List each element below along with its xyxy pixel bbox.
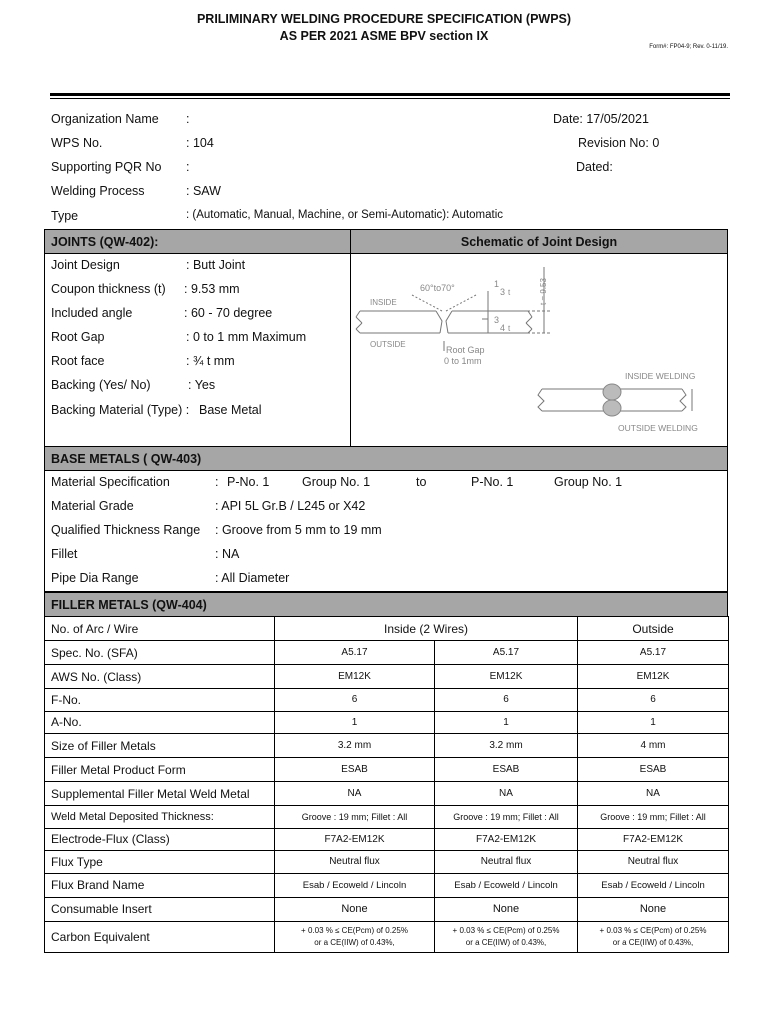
joint-value: : 0 to 1 mm Maximum [186, 330, 307, 344]
cell-outside: ESAB [578, 758, 729, 782]
table-row [45, 711, 729, 734]
qtr-den: 4 [500, 323, 506, 333]
row-label: Flux Type [45, 851, 275, 874]
date-text: Date: 17/05/2021 [553, 112, 649, 126]
table-row [45, 689, 729, 712]
pqr-value: : [186, 160, 190, 174]
third-num: 1 [494, 279, 500, 289]
base-metal-label: Fillet [51, 547, 78, 561]
arc-label: No. of Arc / Wire [45, 617, 275, 641]
row-label: Supplemental Filler Metal Weld Metal [45, 782, 275, 806]
joint-value: : 9.53 mm [184, 282, 240, 296]
process-value: : SAW [186, 184, 221, 198]
form-number: Form#: FP04-9; Rev. 0-11/19. [649, 44, 728, 50]
spec-to: to [416, 475, 427, 489]
spec-label: Material Specification [51, 475, 170, 489]
cell-inside-1: Groove : 19 mm; Fillet : All [275, 806, 435, 829]
cell-inside-2: 3.2 mm [435, 734, 578, 758]
header-rule [50, 93, 730, 96]
base-metals-heading: BASE METALS ( QW-403) [44, 446, 728, 471]
row-label: Electrode-Flux (Class) [45, 828, 275, 851]
filler-metals-heading: FILLER METALS (QW-404) [44, 592, 728, 617]
base-metal-label: Qualified Thickness Range [51, 523, 201, 537]
butt-joint-drawing [356, 267, 552, 351]
spec-colon: : [215, 475, 219, 489]
row-label: Flux Brand Name [45, 873, 275, 897]
cell-outside: Esab / Ecoweld / Lincoln [578, 873, 729, 897]
root-gap-label: Root Gap [446, 345, 485, 355]
joint-value: : ¾ t mm [186, 354, 235, 368]
joint-value: : Yes [188, 378, 216, 392]
cell-inside-2: NA [435, 782, 578, 806]
cell-inside-1: 3.2 mm [275, 734, 435, 758]
joints-heading: JOINTS (QW-402): [44, 229, 351, 254]
document-subtitle: AS PER 2021 ASME BPV section IX [279, 29, 489, 43]
cell-outside: A5.17 [578, 641, 729, 665]
spec-pno-2: P-No. 1 [471, 475, 514, 489]
third-t: t [508, 288, 511, 297]
spec-pno-1: P-No. 1 [227, 475, 270, 489]
cell-outside: Neutral flux [578, 851, 729, 874]
ce-label: Carbon Equivalent [45, 921, 275, 952]
joint-value: : 60 - 70 degree [184, 306, 273, 320]
qtr-num: 3 [494, 315, 500, 325]
table-row [45, 665, 729, 689]
base-metal-label: Material Grade [51, 499, 134, 513]
ce-line-1: + 0.03 % ≤ CE(Pcm) of 0.25% [301, 925, 408, 935]
header-rule-thin [50, 98, 730, 99]
row-label: AWS No. (Class) [45, 665, 275, 689]
cell-outside: F7A2-EM12K [578, 828, 729, 851]
cell-outside: 6 [578, 689, 729, 712]
process-label: Welding Process [51, 184, 145, 198]
table-row [45, 758, 729, 782]
cell-inside-1: A5.17 [275, 641, 435, 665]
joint-label: Backing Material (Type) : [51, 403, 190, 417]
cell-inside-2: A5.17 [435, 641, 578, 665]
ce-line-1: + 0.03 % ≤ CE(Pcm) of 0.25% [452, 925, 560, 935]
table-row [45, 734, 729, 758]
row-label: Filler Metal Product Form [45, 758, 275, 782]
cell-outside: EM12K [578, 665, 729, 689]
cell-outside: Groove : 19 mm; Fillet : All [578, 806, 729, 829]
base-metal-value: : All Diameter [215, 571, 290, 585]
ce-line-1: + 0.03 % ≤ CE(Pcm) of 0.25% [599, 925, 707, 935]
cell-outside: NA [578, 782, 729, 806]
spec-group-2: Group No. 1 [554, 475, 623, 489]
cell-inside-2: Groove : 19 mm; Fillet : All [435, 806, 578, 829]
ce-cell [435, 921, 578, 952]
inside-header: Inside (2 Wires) [275, 617, 578, 641]
spec-group-1: Group No. 1 [302, 475, 371, 489]
org-value: : [186, 112, 190, 126]
table-row [45, 873, 729, 897]
cell-inside-1: Neutral flux [275, 851, 435, 874]
root-gap-range: 0 to 1mm [444, 356, 482, 366]
cell-inside-1: 6 [275, 689, 435, 712]
joint-label: Root face [51, 354, 105, 368]
schematic-heading: Schematic of Joint Design [350, 229, 728, 254]
table-row [45, 782, 729, 806]
cell-inside-1: None [275, 897, 435, 921]
cell-inside-2: 6 [435, 689, 578, 712]
ce-cell [275, 921, 435, 952]
inside-label: INSIDE [370, 298, 397, 307]
row-label: Weld Metal Deposited Thickness: [45, 806, 275, 829]
base-metal-value: : API 5L Gr.B / L245 or X42 [215, 499, 366, 513]
joints-divider [350, 253, 351, 447]
base-metal-value: : NA [215, 547, 240, 561]
table-row [45, 617, 729, 641]
ce-cell [578, 921, 729, 952]
third-den: 3 [500, 287, 506, 297]
inside-weld-bead [603, 384, 621, 400]
cell-inside-2: F7A2-EM12K [435, 828, 578, 851]
ce-line-2: or a CE(IIW) of 0.43%, [314, 937, 395, 947]
type-value: : (Automatic, Manual, Machine, or Semi-Automatic): Automatic [186, 209, 504, 221]
cell-inside-2: ESAB [435, 758, 578, 782]
cell-inside-1: 1 [275, 711, 435, 734]
dated-text: Dated: [576, 160, 613, 174]
row-label: Spec. No. (SFA) [45, 641, 275, 665]
table-row [45, 851, 729, 874]
outside-welding-label: OUTSIDE WELDING [618, 423, 698, 433]
table-row [45, 921, 729, 952]
ce-line-2: or a CE(IIW) of 0.43%, [465, 937, 547, 947]
outside-weld-bead [603, 400, 621, 416]
inside-welding-label: INSIDE WELDING [625, 371, 696, 381]
table-row [45, 641, 729, 665]
wps-value: : 104 [186, 136, 214, 150]
ce-line-2: or a CE(IIW) of 0.43%, [612, 937, 694, 947]
angle-label: 60°to70° [420, 283, 455, 293]
wps-label: WPS No. [51, 136, 103, 150]
cell-outside: None [578, 897, 729, 921]
row-label: A-No. [45, 711, 275, 734]
row-label: Size of Filler Metals [45, 734, 275, 758]
org-label: Organization Name [51, 112, 159, 126]
cell-inside-2: None [435, 897, 578, 921]
type-label: Type [51, 209, 79, 223]
row-label: F-No. [45, 689, 275, 712]
joint-label: Joint Design [51, 258, 120, 272]
cell-inside-2: EM12K [435, 665, 578, 689]
cell-inside-2: Esab / Ecoweld / Lincoln [435, 873, 578, 897]
pqr-label: Supporting PQR No [51, 160, 162, 174]
joint-value: : Butt Joint [186, 258, 246, 272]
joint-value: Base Metal [199, 403, 262, 417]
joint-label: Coupon thickness (t) [51, 282, 166, 296]
row-label: Consumable Insert [45, 897, 275, 921]
outside-header: Outside [578, 617, 729, 641]
cell-inside-1: F7A2-EM12K [275, 828, 435, 851]
table-row [45, 806, 729, 829]
revision-text: Revision No: 0 [578, 136, 660, 150]
base-metal-value: : Groove from 5 mm to 19 mm [215, 523, 382, 537]
joint-label: Backing (Yes/ No) [51, 378, 151, 392]
table-row [45, 897, 729, 921]
joint-schematic-diagram [352, 255, 726, 445]
cell-outside: 1 [578, 711, 729, 734]
filler-metals-table [44, 616, 729, 953]
joint-label: Root Gap [51, 330, 105, 344]
table-row [45, 828, 729, 851]
qtr-t: t [508, 324, 511, 333]
base-metal-label: Pipe Dia Range [51, 571, 139, 585]
cell-inside-1: ESAB [275, 758, 435, 782]
document-title: PRILIMINARY WELDING PROCEDURE SPECIFICATION (PWPS) [196, 12, 572, 26]
cell-inside-1: EM12K [275, 665, 435, 689]
cell-inside-1: Esab / Ecoweld / Lincoln [275, 873, 435, 897]
joint-label: Included angle [51, 306, 133, 320]
outside-label: OUTSIDE [370, 340, 406, 349]
cell-inside-1: NA [275, 782, 435, 806]
cell-inside-2: Neutral flux [435, 851, 578, 874]
cell-outside: 4 mm [578, 734, 729, 758]
thickness-label: t = 9.53 [539, 278, 548, 305]
cell-inside-2: 1 [435, 711, 578, 734]
